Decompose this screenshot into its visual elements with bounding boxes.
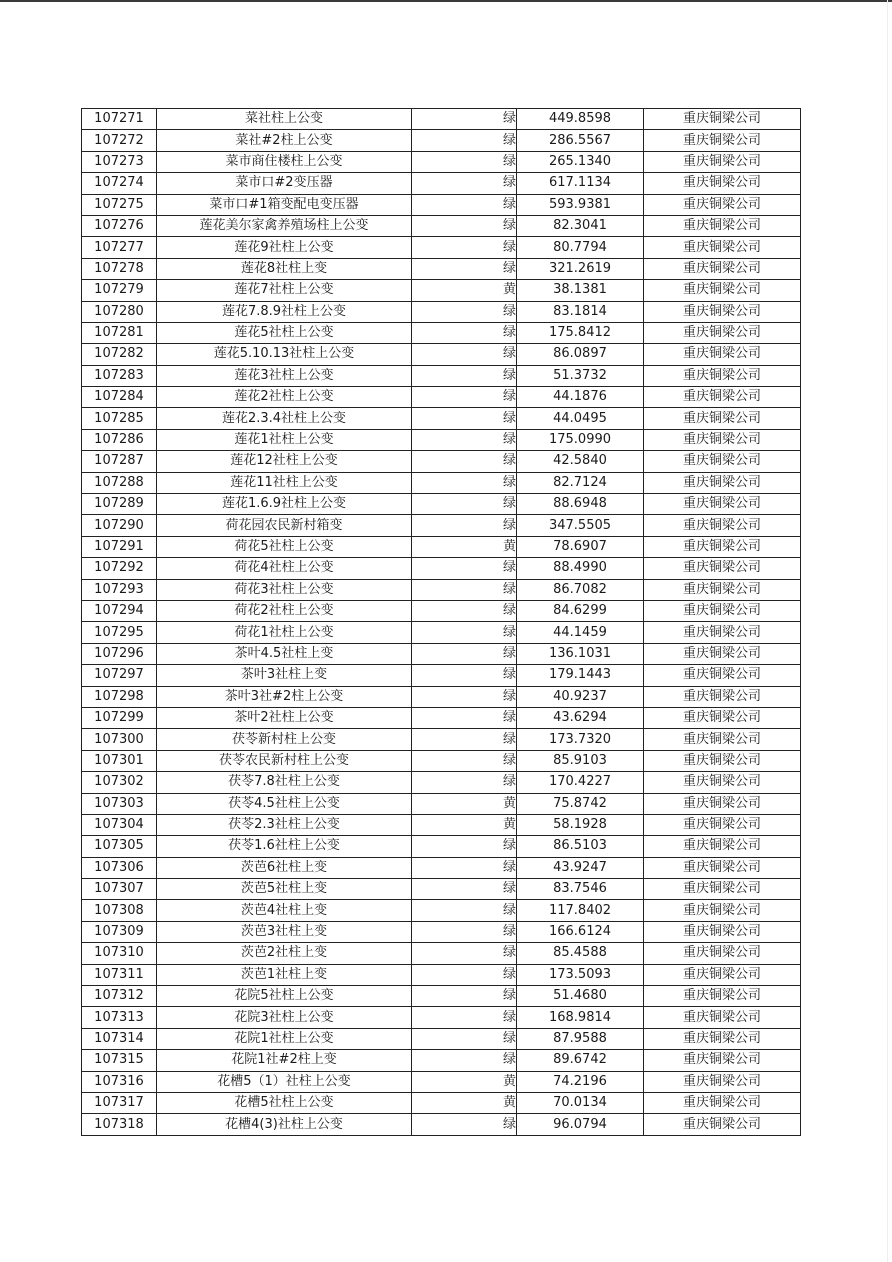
name-cell: 莲花1社柱上公变 <box>157 429 412 450</box>
table-row <box>82 408 801 429</box>
value-cell: 40.9237 <box>517 686 644 707</box>
status-cell: 绿 <box>412 322 517 343</box>
value-cell: 51.4680 <box>517 986 644 1007</box>
company-cell: 重庆铜梁公司 <box>644 109 801 130</box>
status-cell: 绿 <box>412 857 517 878</box>
table-row <box>82 686 801 707</box>
status-cell: 绿 <box>412 472 517 493</box>
company-cell: 重庆铜梁公司 <box>644 173 801 194</box>
id-cell: 107294 <box>82 600 157 621</box>
name-cell: 菜社柱上公变 <box>157 109 412 130</box>
status-cell: 绿 <box>412 558 517 579</box>
name-cell: 花院5社柱上公变 <box>157 986 412 1007</box>
company-cell: 重庆铜梁公司 <box>644 622 801 643</box>
table-row <box>82 857 801 878</box>
name-cell: 茯苓农民新村柱上公变 <box>157 750 412 771</box>
company-cell: 重庆铜梁公司 <box>644 900 801 921</box>
id-cell: 107275 <box>82 194 157 215</box>
id-cell: 107307 <box>82 879 157 900</box>
name-cell: 荷花3社柱上公变 <box>157 579 412 600</box>
id-cell: 107293 <box>82 579 157 600</box>
table-row <box>82 494 801 515</box>
status-cell: 黄 <box>412 1071 517 1092</box>
id-cell: 107284 <box>82 387 157 408</box>
company-cell: 重庆铜梁公司 <box>644 408 801 429</box>
table-row <box>82 280 801 301</box>
status-cell: 绿 <box>412 237 517 258</box>
table-row <box>82 600 801 621</box>
table-row <box>82 387 801 408</box>
status-cell: 绿 <box>412 1050 517 1071</box>
status-cell: 绿 <box>412 344 517 365</box>
company-cell: 重庆铜梁公司 <box>644 258 801 279</box>
id-cell: 107300 <box>82 729 157 750</box>
name-cell: 莲花美尔家禽养殖场柱上公变 <box>157 215 412 236</box>
name-cell: 茶叶3社柱上变 <box>157 665 412 686</box>
name-cell: 花院1社柱上公变 <box>157 1028 412 1049</box>
value-cell: 84.6299 <box>517 600 644 621</box>
company-cell: 重庆铜梁公司 <box>644 1050 801 1071</box>
name-cell: 茶叶4.5社柱上变 <box>157 643 412 664</box>
name-cell: 莲花7.8.9社柱上公变 <box>157 301 412 322</box>
id-cell: 107301 <box>82 750 157 771</box>
transformer-table <box>81 108 801 1136</box>
table-row <box>82 986 801 1007</box>
name-cell: 花槽5社柱上公变 <box>157 1092 412 1113</box>
name-cell: 花院3社柱上公变 <box>157 1007 412 1028</box>
company-cell: 重庆铜梁公司 <box>644 130 801 151</box>
id-cell: 107297 <box>82 665 157 686</box>
id-cell: 107303 <box>82 793 157 814</box>
value-cell: 593.9381 <box>517 194 644 215</box>
status-cell: 绿 <box>412 600 517 621</box>
table-row <box>82 943 801 964</box>
value-cell: 449.8598 <box>517 109 644 130</box>
status-cell: 绿 <box>412 707 517 728</box>
status-cell: 绿 <box>412 579 517 600</box>
name-cell: 花院1社#2柱上变 <box>157 1050 412 1071</box>
company-cell: 重庆铜梁公司 <box>644 964 801 985</box>
id-cell: 107314 <box>82 1028 157 1049</box>
value-cell: 86.5103 <box>517 836 644 857</box>
value-cell: 87.9588 <box>517 1028 644 1049</box>
company-cell: 重庆铜梁公司 <box>644 536 801 557</box>
status-cell: 绿 <box>412 986 517 1007</box>
status-cell: 绿 <box>412 258 517 279</box>
table-row <box>82 1114 801 1135</box>
value-cell: 70.0134 <box>517 1092 644 1113</box>
company-cell: 重庆铜梁公司 <box>644 429 801 450</box>
status-cell: 绿 <box>412 494 517 515</box>
value-cell: 168.9814 <box>517 1007 644 1028</box>
status-cell: 绿 <box>412 665 517 686</box>
company-cell: 重庆铜梁公司 <box>644 1028 801 1049</box>
status-cell: 绿 <box>412 429 517 450</box>
company-cell: 重庆铜梁公司 <box>644 707 801 728</box>
company-cell: 重庆铜梁公司 <box>644 986 801 1007</box>
table-row <box>82 515 801 536</box>
value-cell: 286.5567 <box>517 130 644 151</box>
table-row <box>82 1071 801 1092</box>
id-cell: 107317 <box>82 1092 157 1113</box>
id-cell: 107287 <box>82 451 157 472</box>
table-row <box>82 793 801 814</box>
table-row <box>82 665 801 686</box>
name-cell: 茨芭6社柱上变 <box>157 857 412 878</box>
name-cell: 茨芭1社柱上变 <box>157 964 412 985</box>
name-cell: 花槽4(3)社柱上公变 <box>157 1114 412 1135</box>
id-cell: 107309 <box>82 921 157 942</box>
status-cell: 黄 <box>412 536 517 557</box>
status-cell: 绿 <box>412 686 517 707</box>
id-cell: 107313 <box>82 1007 157 1028</box>
table-row <box>82 814 801 835</box>
table-row <box>82 451 801 472</box>
status-cell: 黄 <box>412 793 517 814</box>
id-cell: 107308 <box>82 900 157 921</box>
status-cell: 绿 <box>412 750 517 771</box>
value-cell: 85.4588 <box>517 943 644 964</box>
status-cell: 绿 <box>412 622 517 643</box>
status-cell: 绿 <box>412 194 517 215</box>
value-cell: 175.0990 <box>517 429 644 450</box>
status-cell: 绿 <box>412 215 517 236</box>
table-row <box>82 579 801 600</box>
status-cell: 绿 <box>412 515 517 536</box>
name-cell: 菜社#2柱上公变 <box>157 130 412 151</box>
value-cell: 173.5093 <box>517 964 644 985</box>
table-row <box>82 344 801 365</box>
status-cell: 黄 <box>412 1092 517 1113</box>
company-cell: 重庆铜梁公司 <box>644 600 801 621</box>
company-cell: 重庆铜梁公司 <box>644 515 801 536</box>
table-row <box>82 1007 801 1028</box>
value-cell: 58.1928 <box>517 814 644 835</box>
id-cell: 107290 <box>82 515 157 536</box>
table-row <box>82 472 801 493</box>
id-cell: 107312 <box>82 986 157 1007</box>
name-cell: 菜市口#1箱变配电变压器 <box>157 194 412 215</box>
name-cell: 荷花1社柱上公变 <box>157 622 412 643</box>
name-cell: 茯苓1.6社柱上公变 <box>157 836 412 857</box>
table-row <box>82 921 801 942</box>
id-cell: 107285 <box>82 408 157 429</box>
id-cell: 107280 <box>82 301 157 322</box>
name-cell: 莲花3社柱上公变 <box>157 365 412 386</box>
status-cell: 绿 <box>412 729 517 750</box>
company-cell: 重庆铜梁公司 <box>644 921 801 942</box>
status-cell: 绿 <box>412 964 517 985</box>
company-cell: 重庆铜梁公司 <box>644 237 801 258</box>
name-cell: 茨芭2社柱上变 <box>157 943 412 964</box>
company-cell: 重庆铜梁公司 <box>644 194 801 215</box>
company-cell: 重庆铜梁公司 <box>644 793 801 814</box>
value-cell: 82.7124 <box>517 472 644 493</box>
name-cell: 茯苓4.5社柱上公变 <box>157 793 412 814</box>
company-cell: 重庆铜梁公司 <box>644 1114 801 1135</box>
value-cell: 321.2619 <box>517 258 644 279</box>
id-cell: 107306 <box>82 857 157 878</box>
company-cell: 重庆铜梁公司 <box>644 387 801 408</box>
company-cell: 重庆铜梁公司 <box>644 1071 801 1092</box>
value-cell: 96.0794 <box>517 1114 644 1135</box>
company-cell: 重庆铜梁公司 <box>644 750 801 771</box>
table-row <box>82 1092 801 1113</box>
name-cell: 莲花5社柱上公变 <box>157 322 412 343</box>
table-row <box>82 900 801 921</box>
value-cell: 265.1340 <box>517 151 644 172</box>
table-row <box>82 879 801 900</box>
table-row <box>82 558 801 579</box>
value-cell: 43.9247 <box>517 857 644 878</box>
status-cell: 绿 <box>412 387 517 408</box>
value-cell: 78.6907 <box>517 536 644 557</box>
company-cell: 重庆铜梁公司 <box>644 494 801 515</box>
id-cell: 107292 <box>82 558 157 579</box>
company-cell: 重庆铜梁公司 <box>644 301 801 322</box>
status-cell: 绿 <box>412 921 517 942</box>
value-cell: 175.8412 <box>517 322 644 343</box>
table-body <box>82 109 801 1136</box>
name-cell: 茶叶3社#2柱上公变 <box>157 686 412 707</box>
company-cell: 重庆铜梁公司 <box>644 344 801 365</box>
status-cell: 绿 <box>412 772 517 793</box>
id-cell: 107274 <box>82 173 157 194</box>
page-right-edge <box>887 0 888 1262</box>
table-row <box>82 173 801 194</box>
id-cell: 107273 <box>82 151 157 172</box>
value-cell: 44.1459 <box>517 622 644 643</box>
status-cell: 绿 <box>412 943 517 964</box>
table-row <box>82 429 801 450</box>
company-cell: 重庆铜梁公司 <box>644 322 801 343</box>
id-cell: 107311 <box>82 964 157 985</box>
company-cell: 重庆铜梁公司 <box>644 280 801 301</box>
value-cell: 89.6742 <box>517 1050 644 1071</box>
status-cell: 绿 <box>412 1114 517 1135</box>
name-cell: 花槽5（1）社柱上公变 <box>157 1071 412 1092</box>
company-cell: 重庆铜梁公司 <box>644 686 801 707</box>
table-row <box>82 258 801 279</box>
id-cell: 107289 <box>82 494 157 515</box>
company-cell: 重庆铜梁公司 <box>644 558 801 579</box>
status-cell: 绿 <box>412 109 517 130</box>
table-row <box>82 237 801 258</box>
name-cell: 茨芭3社柱上变 <box>157 921 412 942</box>
name-cell: 莲花2社柱上公变 <box>157 387 412 408</box>
name-cell: 茨芭4社柱上变 <box>157 900 412 921</box>
table-row <box>82 215 801 236</box>
table-row <box>82 365 801 386</box>
name-cell: 茯苓新村柱上公变 <box>157 729 412 750</box>
name-cell: 莲花5.10.13社柱上公变 <box>157 344 412 365</box>
status-cell: 绿 <box>412 408 517 429</box>
id-cell: 107298 <box>82 686 157 707</box>
company-cell: 重庆铜梁公司 <box>644 814 801 835</box>
company-cell: 重庆铜梁公司 <box>644 857 801 878</box>
value-cell: 170.4227 <box>517 772 644 793</box>
name-cell: 菜市口#2变压器 <box>157 173 412 194</box>
value-cell: 75.8742 <box>517 793 644 814</box>
company-cell: 重庆铜梁公司 <box>644 215 801 236</box>
status-cell: 黄 <box>412 280 517 301</box>
value-cell: 43.6294 <box>517 707 644 728</box>
name-cell: 荷花4社柱上公变 <box>157 558 412 579</box>
status-cell: 绿 <box>412 900 517 921</box>
name-cell: 莲花12社柱上公变 <box>157 451 412 472</box>
table-row <box>82 1050 801 1071</box>
table-row <box>82 130 801 151</box>
status-cell: 绿 <box>412 836 517 857</box>
id-cell: 107316 <box>82 1071 157 1092</box>
id-cell: 107296 <box>82 643 157 664</box>
name-cell: 莲花8社柱上变 <box>157 258 412 279</box>
id-cell: 107276 <box>82 215 157 236</box>
value-cell: 86.7082 <box>517 579 644 600</box>
page-top-border <box>0 0 892 2</box>
status-cell: 绿 <box>412 301 517 322</box>
status-cell: 绿 <box>412 365 517 386</box>
status-cell: 黄 <box>412 814 517 835</box>
company-cell: 重庆铜梁公司 <box>644 579 801 600</box>
company-cell: 重庆铜梁公司 <box>644 151 801 172</box>
company-cell: 重庆铜梁公司 <box>644 836 801 857</box>
value-cell: 85.9103 <box>517 750 644 771</box>
table-row <box>82 729 801 750</box>
table-row <box>82 772 801 793</box>
company-cell: 重庆铜梁公司 <box>644 772 801 793</box>
value-cell: 83.7546 <box>517 879 644 900</box>
table-row <box>82 109 801 130</box>
name-cell: 茯苓7.8社柱上公变 <box>157 772 412 793</box>
status-cell: 绿 <box>412 643 517 664</box>
value-cell: 136.1031 <box>517 643 644 664</box>
id-cell: 107286 <box>82 429 157 450</box>
company-cell: 重庆铜梁公司 <box>644 643 801 664</box>
id-cell: 107282 <box>82 344 157 365</box>
id-cell: 107288 <box>82 472 157 493</box>
value-cell: 74.2196 <box>517 1071 644 1092</box>
name-cell: 莲花2.3.4社柱上公变 <box>157 408 412 429</box>
table-row <box>82 151 801 172</box>
id-cell: 107305 <box>82 836 157 857</box>
company-cell: 重庆铜梁公司 <box>644 1007 801 1028</box>
table-row <box>82 194 801 215</box>
value-cell: 617.1134 <box>517 173 644 194</box>
id-cell: 107279 <box>82 280 157 301</box>
id-cell: 107283 <box>82 365 157 386</box>
name-cell: 莲花11社柱上公变 <box>157 472 412 493</box>
value-cell: 179.1443 <box>517 665 644 686</box>
company-cell: 重庆铜梁公司 <box>644 729 801 750</box>
table-row <box>82 964 801 985</box>
name-cell: 茶叶2社柱上公变 <box>157 707 412 728</box>
value-cell: 44.1876 <box>517 387 644 408</box>
table-row <box>82 622 801 643</box>
value-cell: 83.1814 <box>517 301 644 322</box>
status-cell: 绿 <box>412 451 517 472</box>
company-cell: 重庆铜梁公司 <box>644 1092 801 1113</box>
value-cell: 86.0897 <box>517 344 644 365</box>
table-row <box>82 322 801 343</box>
id-cell: 107315 <box>82 1050 157 1071</box>
table-row <box>82 643 801 664</box>
table-row <box>82 836 801 857</box>
value-cell: 166.6124 <box>517 921 644 942</box>
value-cell: 173.7320 <box>517 729 644 750</box>
value-cell: 44.0495 <box>517 408 644 429</box>
id-cell: 107277 <box>82 237 157 258</box>
table-row <box>82 536 801 557</box>
company-cell: 重庆铜梁公司 <box>644 451 801 472</box>
id-cell: 107272 <box>82 130 157 151</box>
id-cell: 107271 <box>82 109 157 130</box>
company-cell: 重庆铜梁公司 <box>644 365 801 386</box>
id-cell: 107318 <box>82 1114 157 1135</box>
name-cell: 茨芭5社柱上变 <box>157 879 412 900</box>
value-cell: 82.3041 <box>517 215 644 236</box>
value-cell: 42.5840 <box>517 451 644 472</box>
id-cell: 107302 <box>82 772 157 793</box>
table-row <box>82 750 801 771</box>
value-cell: 80.7794 <box>517 237 644 258</box>
id-cell: 107299 <box>82 707 157 728</box>
value-cell: 38.1381 <box>517 280 644 301</box>
value-cell: 347.5505 <box>517 515 644 536</box>
id-cell: 107278 <box>82 258 157 279</box>
company-cell: 重庆铜梁公司 <box>644 879 801 900</box>
company-cell: 重庆铜梁公司 <box>644 472 801 493</box>
name-cell: 莲花1.6.9社柱上公变 <box>157 494 412 515</box>
id-cell: 107291 <box>82 536 157 557</box>
value-cell: 88.6948 <box>517 494 644 515</box>
company-cell: 重庆铜梁公司 <box>644 943 801 964</box>
status-cell: 绿 <box>412 130 517 151</box>
table-row <box>82 301 801 322</box>
status-cell: 绿 <box>412 1007 517 1028</box>
id-cell: 107295 <box>82 622 157 643</box>
name-cell: 菜市商住楼柱上公变 <box>157 151 412 172</box>
status-cell: 绿 <box>412 879 517 900</box>
id-cell: 107281 <box>82 322 157 343</box>
status-cell: 绿 <box>412 173 517 194</box>
table-row <box>82 707 801 728</box>
name-cell: 荷花5社柱上公变 <box>157 536 412 557</box>
name-cell: 荷花园农民新村箱变 <box>157 515 412 536</box>
name-cell: 莲花9社柱上公变 <box>157 237 412 258</box>
id-cell: 107304 <box>82 814 157 835</box>
name-cell: 莲花7社柱上公变 <box>157 280 412 301</box>
status-cell: 绿 <box>412 151 517 172</box>
name-cell: 荷花2社柱上公变 <box>157 600 412 621</box>
name-cell: 茯苓2.3社柱上公变 <box>157 814 412 835</box>
value-cell: 51.3732 <box>517 365 644 386</box>
value-cell: 88.4990 <box>517 558 644 579</box>
status-cell: 绿 <box>412 1028 517 1049</box>
company-cell: 重庆铜梁公司 <box>644 665 801 686</box>
id-cell: 107310 <box>82 943 157 964</box>
table-row <box>82 1028 801 1049</box>
value-cell: 117.8402 <box>517 900 644 921</box>
